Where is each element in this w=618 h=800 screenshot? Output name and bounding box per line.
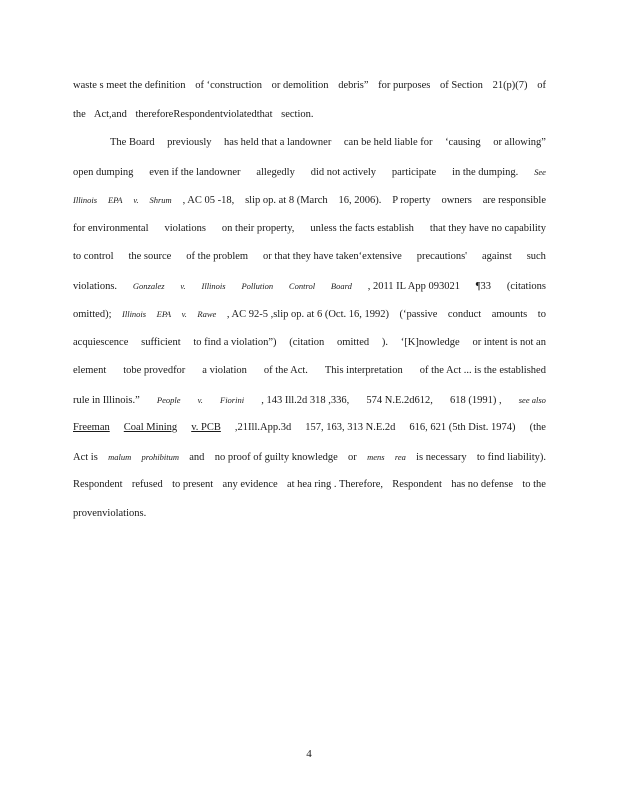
text-segment: debris” xyxy=(338,80,369,91)
text-segment: a violation xyxy=(202,365,247,376)
text-segment: any evidence xyxy=(222,479,278,490)
text-segment: ). xyxy=(381,336,389,348)
text-segment: P roperty xyxy=(392,195,431,206)
text-segment: Act is xyxy=(73,451,98,463)
text-segment: Shrum xyxy=(149,195,172,205)
text-segment: , 2011 IL App 093021 xyxy=(367,280,460,292)
text-line xyxy=(73,443,546,472)
text-segment: on their property, xyxy=(221,222,295,234)
text-segment: See xyxy=(534,166,546,177)
text-segment: proven xyxy=(73,507,103,519)
text-segment: v. xyxy=(197,394,203,405)
text-segment: Respondent xyxy=(392,479,442,490)
text-segment: to present xyxy=(172,479,214,490)
text-segment: has no defense xyxy=(451,479,513,490)
text-segment: or intent is not an xyxy=(472,336,546,348)
text-segment: such xyxy=(526,251,546,262)
text-segment: to xyxy=(537,309,546,320)
text-segment: , AC 05 -18, xyxy=(182,195,235,206)
text-segment: for environmental xyxy=(73,222,149,234)
text-segment: rule in Illinois.” xyxy=(73,394,140,406)
text-segment: EPA xyxy=(156,309,172,319)
text-segment: omitted); xyxy=(73,309,112,320)
text-segment: Gonzalez xyxy=(132,280,165,291)
text-line xyxy=(73,357,546,386)
text-segment: , 143 Ill.2d 318 ,336, xyxy=(261,394,350,406)
text-segment: (‘passive xyxy=(399,309,438,320)
text-line xyxy=(73,158,546,187)
text-segment: is necessary xyxy=(416,451,467,463)
text-line xyxy=(73,471,546,500)
text-segment: conduct xyxy=(447,309,482,320)
text-segment: of ‘construction xyxy=(195,80,262,91)
text-segment: of the Act. xyxy=(263,365,308,376)
text-segment: or demolition xyxy=(271,80,329,91)
text-segment: see also xyxy=(518,394,546,405)
text-segment: v. xyxy=(180,280,186,291)
text-segment: and xyxy=(189,451,205,463)
text-segment: has held that a landowner xyxy=(224,137,332,148)
text-segment: prohibitum xyxy=(141,451,179,462)
text-segment: or allowing” xyxy=(493,137,546,148)
text-segment: to find liability). xyxy=(476,451,546,463)
text-segment: participate xyxy=(391,166,437,178)
text-segment: amounts xyxy=(491,309,528,320)
text-segment: Rawe xyxy=(197,309,217,319)
text-segment: ¶33 xyxy=(475,280,492,292)
text-segment: Respondent xyxy=(173,108,223,120)
text-line xyxy=(73,215,546,244)
body-text xyxy=(73,72,546,528)
text-segment: violations. xyxy=(73,280,118,292)
text-line xyxy=(73,500,546,529)
text-line xyxy=(73,186,546,215)
text-segment: previously xyxy=(167,137,212,148)
text-segment: v. xyxy=(133,195,139,205)
text-segment: the Act, xyxy=(73,108,112,120)
text-segment: to the xyxy=(522,479,546,490)
text-segment: Illinois xyxy=(122,309,147,319)
text-segment: to control xyxy=(73,251,114,262)
text-segment: allegedly xyxy=(256,166,295,178)
text-segment: Respondent xyxy=(73,479,123,490)
text-segment: violations. xyxy=(102,507,147,519)
text-segment: Illinois xyxy=(73,195,98,205)
text-segment: refused xyxy=(131,479,163,490)
text-segment: even if the landowner xyxy=(149,166,241,178)
text-segment: did not actively xyxy=(310,166,377,178)
text-segment: element xyxy=(73,365,107,376)
text-segment: ‘[K]nowledge xyxy=(400,336,460,348)
text-segment: at hea ring . Therefore, xyxy=(286,479,383,490)
text-segment: People xyxy=(156,394,181,405)
text-segment: 618 (1991) , xyxy=(450,394,502,406)
text-segment: of the Act ... is the established xyxy=(419,365,546,376)
text-segment: no proof of guilty knowledge xyxy=(214,451,338,463)
text-segment: Illinois xyxy=(201,280,226,291)
text-segment: Board xyxy=(330,280,352,291)
text-segment: in the dumping. xyxy=(452,166,519,178)
text-segment: mens xyxy=(367,451,385,462)
text-segment: unless the facts establish xyxy=(310,222,414,234)
text-segment: for purposes xyxy=(378,80,431,91)
text-segment: malum xyxy=(108,451,132,462)
text-segment: Coal Mining xyxy=(123,422,178,433)
text-segment: EPA xyxy=(107,195,123,205)
text-segment: Control xyxy=(288,280,316,291)
text-segment: slip op. at 8 (March xyxy=(245,195,328,206)
text-segment: 157, 163, 313 N.E.2d xyxy=(305,422,396,433)
text-segment: open dumping xyxy=(73,166,134,178)
text-segment: 616, 621 (5th Dist. 1974) xyxy=(409,422,516,433)
text-line xyxy=(73,129,546,158)
text-segment: v. PCB xyxy=(191,422,221,433)
text-segment: Pollution xyxy=(241,280,274,291)
text-line xyxy=(73,72,546,101)
text-segment: violations xyxy=(164,222,206,234)
text-segment: The Board xyxy=(110,137,155,148)
text-line xyxy=(73,414,546,443)
text-line xyxy=(73,300,546,329)
text-segment: (the xyxy=(529,422,546,433)
text-segment: , AC 92-5 ,slip op. at 6 (Oct. 16, 1992) xyxy=(226,309,389,320)
text-segment: sufficient xyxy=(141,336,181,348)
text-segment: Freeman xyxy=(73,422,110,433)
text-segment: v. xyxy=(181,309,187,319)
text-segment: and therefore xyxy=(111,108,174,120)
text-segment: against xyxy=(482,251,512,262)
text-segment: are responsible xyxy=(482,195,546,206)
text-line xyxy=(73,243,546,272)
text-segment: of Section xyxy=(440,80,483,91)
text-segment: precautions' xyxy=(416,251,468,262)
page-number: 4 xyxy=(306,748,312,760)
text-segment: (citations xyxy=(506,280,546,292)
text-line xyxy=(73,386,546,415)
text-segment: waste s meet the definition xyxy=(73,80,186,91)
text-segment: of the problem xyxy=(186,251,249,262)
text-line xyxy=(73,329,546,358)
text-segment: of xyxy=(537,80,546,91)
text-segment: ,21Ill.App.3d xyxy=(234,422,292,433)
text-segment: that section. xyxy=(256,108,314,120)
text-segment: 574 N.E.2d612, xyxy=(366,394,433,406)
text-segment: rea xyxy=(394,451,406,462)
text-segment: violated xyxy=(222,108,257,120)
text-segment: or xyxy=(348,451,357,463)
text-line xyxy=(73,272,546,301)
text-segment: 16, 2006). xyxy=(338,195,382,206)
text-segment: owners xyxy=(441,195,472,206)
text-segment: that they have no capability xyxy=(429,222,546,234)
text-segment: ‘causing xyxy=(445,137,481,148)
text-line xyxy=(73,101,546,130)
text-segment: This interpretation xyxy=(324,365,403,376)
text-segment: to find a violation”) xyxy=(193,336,277,348)
text-segment: tobe provedfor xyxy=(123,365,186,376)
text-segment: omitted xyxy=(337,336,370,348)
text-segment: or that they have taken‘extensive xyxy=(263,251,402,262)
text-segment: (citation xyxy=(289,336,325,348)
text-segment: 21(p)(7) xyxy=(492,80,528,91)
text-segment: acquiescence xyxy=(73,336,129,348)
text-segment: can be held liable for xyxy=(343,137,433,148)
text-segment: Fiorini xyxy=(220,394,245,405)
text-segment: the source xyxy=(128,251,172,262)
